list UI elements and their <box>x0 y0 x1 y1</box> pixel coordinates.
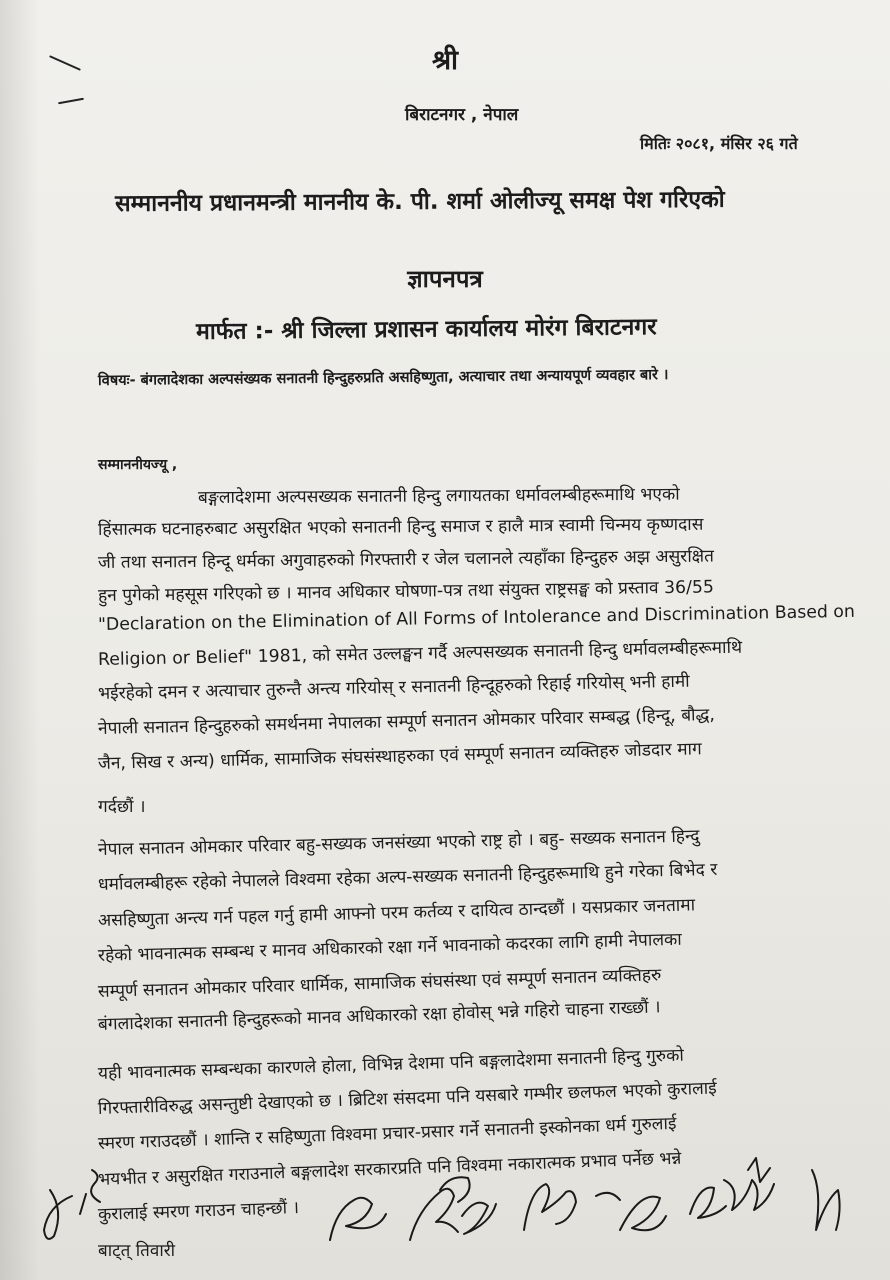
paragraph-3-line: कुरालाई स्मरण गराउन चाहन्छौं । <box>97 1197 300 1225</box>
paragraph-1-line: जैन, सिख र अन्य) धार्मिक, सामाजिक संघसंस्थाहरुका एवं सम्पूर्ण सनातन व्यक्तिहरु जोडदार माग <box>97 739 702 774</box>
paragraph-2-line: रहेको भावनात्मक सम्बन्ध र मानव अधिकारको रक्षा गर्ने भावनाको कदरका लागि हामी नेपालका <box>97 929 683 966</box>
paragraph-2-line: बंगलादेशका सनातनी हिन्दुहरूको मानव अधिकारको रक्षा होवोस् भन्ने गहिरो चाहना राख्छौं । <box>97 997 661 1035</box>
paragraph-2-line: सम्पूर्ण सनातन ओमकार परिवार धार्मिक, सामाजिक संघसंस्था एवं सम्पूर्ण सनातन व्यक्तिहरु <box>97 965 662 1002</box>
footer-name: बाट्त् तिवारी <box>98 1241 176 1261</box>
letter-date: मितिः २०८१, मंसिर २६ गते <box>640 134 798 153</box>
paragraph-1-line: हुन पुगेको महसूस गरिएको छ । मानव अधिकार घोषणा-पत्र तथा संयुक्त राष्ट्रसङ्घ को प्रस्ताव 36/55 <box>97 577 715 606</box>
paragraph-1-line: भईरहेको दमन र अत्याचार तुरुन्तै अन्त्य गरियोस् र सनातनी हिन्दूहरुको रिहाई गरियोस् भनी हामी <box>97 671 690 704</box>
paragraph-1-line: हिंसात्मक घटनाहरुबाट असुरक्षित भएको सनातनी हिन्दु समाज र हालै मात्र स्वामी चिन्मय कृष्णदास <box>97 514 704 540</box>
paragraph-3-line: यही भावनात्मक सम्बन्धका कारणले होला, विभिन्न देशमा पनि बङ्गलादेशमा सनातनी हिन्दु गुरुको <box>97 1045 685 1084</box>
paragraph-2-line: धर्मावलम्बीहरू रहेको नेपालले विश्वमा रहेका अल्प-सख्यक सनातनी हिन्दुहरूमाथि हुने गरेका बिभेद र <box>97 859 718 895</box>
paragraph-3-line: स्मरण गराउदछौं । शान्ति र सहिष्णुता विश्वमा प्रचार-प्रसार गर्ने सनातनी इस्कोनका धर्म गुरुलाई <box>97 1113 677 1154</box>
addressee-headline: सम्माननीय प्रधानमन्त्री माननीय के. पी. शर्मा ओलीज्यू समक्ष पेश गरिएको <box>114 186 725 217</box>
paragraph-1-line: Religion or Belief" 1981, को समेत उल्लङ्घन गर्दै अल्पसख्यक सनातनी हिन्दु धर्मावलम्बीहरूमाथि <box>97 637 743 670</box>
sender-place: बिराटनगर , नेपाल <box>405 105 519 125</box>
paragraph-1-line: गर्दछौं । <box>98 797 146 817</box>
invocation-shree: श्री <box>431 45 459 76</box>
subject-line: विषयः- बंगलादेशका अल्पसंख्यक सनातनी हिन्दुहरुप्रति असहिष्णुता, अत्याचार तथा अन्यायपूर्ण व्यवहार बारे । <box>97 367 669 389</box>
signatures-drawing <box>0 1150 890 1280</box>
paragraph-2-line: नेपाल सनातन ओमकार परिवार बहु-सख्यक जनसंख्या भएको राष्ट्र हो । बहु- सख्यक सनातन हिन्दु <box>97 826 700 860</box>
paragraph-1-line: जी तथा सनातन हिन्दू धर्मका अगुवाहरुको गिरफ्तारी र जेल चलानले त्यहाँका हिन्दुहरु अझ असुरक्षित <box>97 546 715 573</box>
via-office: मार्फत :- श्री जिल्ला प्रशासन कार्यालय मोरंग बिराटनगर <box>195 314 657 345</box>
paragraph-3-line: भयभीत र असुरक्षित गराउनाले बङ्गलादेश सरकारप्रति पनि विश्वमा नकारात्मक प्रभाव पर्नेछ भन्ने <box>97 1148 682 1190</box>
page-shadow <box>0 0 40 1280</box>
paragraph-3-line: गिरफ्तारीविरुद्ध असन्तुष्टी देखाएको छ । ब्रिटिश संसदमा पनि यसबारे गम्भीर छलफल भएको कुरालाई <box>97 1078 718 1119</box>
pen-mark <box>58 98 84 104</box>
paragraph-1-line: बङ्गलादेशमा अल्पसख्यक सनातनी हिन्दु लगायतका धर्मावलम्बीहरूमाथि भएको <box>197 484 680 508</box>
paragraph-1-line: नेपाली सनातन हिन्दुहरुको समर्थनमा नेपालका सम्पूर्ण सनातन ओमकार परिवार सम्बद्ध (हिन्दू, बौद्ध, <box>97 705 716 739</box>
salutation: सम्माननीयज्यू , <box>98 457 178 473</box>
paragraph-1-line: "Declaration on the Elimination of All Forms of Intolerance and Discrimination Based on <box>97 601 856 635</box>
paragraph-2-line: असहिष्णुता अन्त्य गर्न पहल गर्नु हामी आफ्नो परम कर्तव्य र दायित्व ठान्दछौं । यसप्रकार जनतामा <box>97 895 696 931</box>
document-type: ज्ञापनपत्र <box>407 265 483 293</box>
